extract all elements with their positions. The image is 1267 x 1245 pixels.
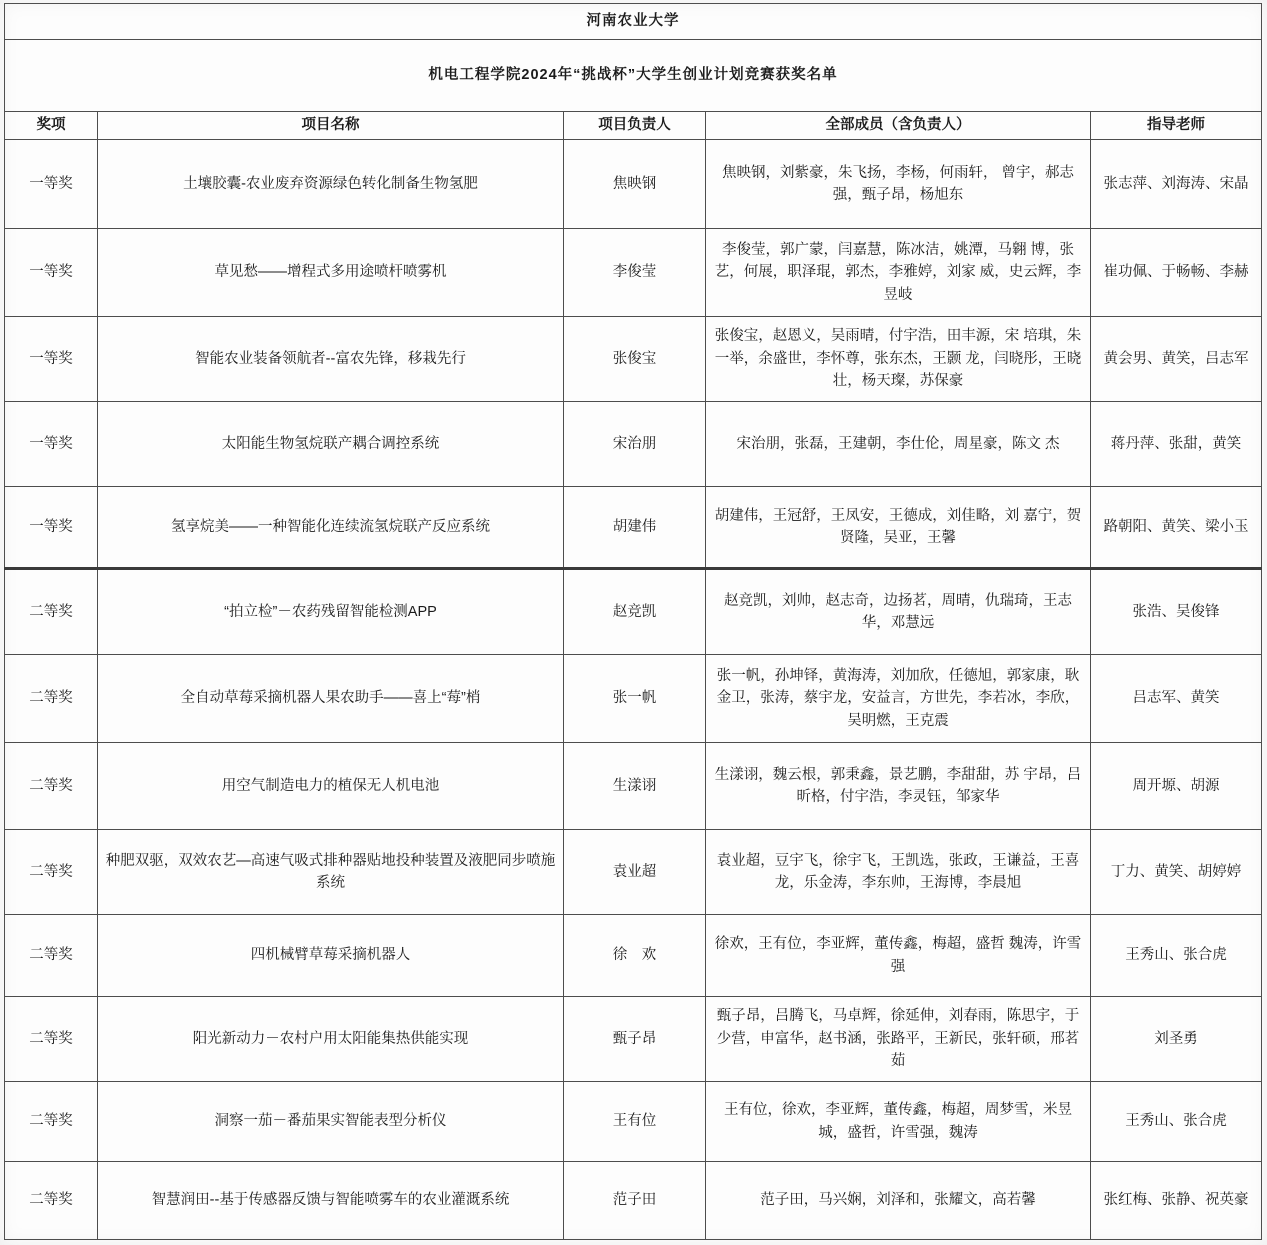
table-row bbox=[5, 487, 1262, 569]
leader-cell: 袁业超 bbox=[564, 830, 706, 915]
table-row bbox=[5, 743, 1262, 830]
project-cell: 草见愁——增程式多用途喷杆喷雾机 bbox=[98, 229, 564, 317]
teachers-cell: 周开塬、胡源 bbox=[1091, 743, 1262, 830]
awards-table bbox=[4, 3, 1262, 1240]
members-cell: 甄子昂，吕腾飞，马卓辉，徐延伸，刘春雨，陈思宇，于少营，申富华，赵书涵，张路平，王新民，张轩硕，邢茗茹 bbox=[706, 997, 1091, 1082]
members-cell: 宋治朋，张磊，王建朝，李仕伦，周星豪，陈文 杰 bbox=[706, 402, 1091, 487]
award-cell: 二等奖 bbox=[5, 830, 98, 915]
members-cell: 范子田，马兴娴，刘泽和，张耀文，高若馨 bbox=[706, 1162, 1091, 1240]
table-row bbox=[5, 402, 1262, 487]
members-cell: 张俊宝，赵恩义，吴雨晴，付宇浩，田丰源，宋 培琪，朱一举，余盛世，李怀尊，张东杰，王颢 龙，闫晓彤，王晓壮，杨天璨，苏保豪 bbox=[706, 317, 1091, 402]
leader-cell: 徐 欢 bbox=[564, 915, 706, 997]
project-cell: 阳光新动力－农村户用太阳能集热供能实现 bbox=[98, 997, 564, 1082]
project-cell: 全自动草莓采摘机器人果农助手——喜上“莓”梢 bbox=[98, 655, 564, 743]
leader-cell: 王有位 bbox=[564, 1082, 706, 1162]
leader-cell: 甄子昂 bbox=[564, 997, 706, 1082]
award-cell: 一等奖 bbox=[5, 317, 98, 402]
teachers-cell: 张红梅、张静、祝英豪 bbox=[1091, 1162, 1262, 1240]
award-cell: 二等奖 bbox=[5, 655, 98, 743]
table-row bbox=[5, 655, 1262, 743]
leader-cell: 范子田 bbox=[564, 1162, 706, 1240]
award-cell: 一等奖 bbox=[5, 402, 98, 487]
table-row bbox=[5, 229, 1262, 317]
university-title-row bbox=[5, 4, 1262, 40]
project-cell: 种肥双驱，双效农艺—高速气吸式排种器贴地投种装置及液肥同步喷施系统 bbox=[98, 830, 564, 915]
document-title: 机电工程学院2024年“挑战杯”大学生创业计划竞赛获奖名单 bbox=[5, 40, 1262, 112]
table-header-row bbox=[5, 112, 1262, 140]
award-cell: 二等奖 bbox=[5, 997, 98, 1082]
members-cell: 徐欢，王有位，李亚辉，董传鑫，梅超，盛哲 魏涛，许雪强 bbox=[706, 915, 1091, 997]
teachers-cell: 王秀山、张合虎 bbox=[1091, 1082, 1262, 1162]
award-cell: 二等奖 bbox=[5, 1162, 98, 1240]
teachers-cell: 吕志军、黄笑 bbox=[1091, 655, 1262, 743]
project-cell: 用空气制造电力的植保无人机电池 bbox=[98, 743, 564, 830]
table-row bbox=[5, 1162, 1262, 1240]
project-cell: 洞察一茄－番茄果实智能表型分析仪 bbox=[98, 1082, 564, 1162]
project-cell: 智能农业装备领航者--富农先锋，移栽先行 bbox=[98, 317, 564, 402]
teachers-cell: 丁力、黄笑、胡婷婷 bbox=[1091, 830, 1262, 915]
teachers-cell: 刘圣勇 bbox=[1091, 997, 1262, 1082]
teachers-cell: 张浩、吴俊锋 bbox=[1091, 569, 1262, 655]
award-cell: 二等奖 bbox=[5, 569, 98, 655]
table-row bbox=[5, 569, 1262, 655]
members-cell: 袁业超，豆宇飞，徐宇飞，王凯选，张政，王谦益，王喜龙，乐金涛，李东帅，王海博，李晨旭 bbox=[706, 830, 1091, 915]
table-row bbox=[5, 140, 1262, 229]
column-header-project: 项目名称 bbox=[98, 112, 564, 140]
leader-cell: 生漾诩 bbox=[564, 743, 706, 830]
column-header-teachers: 指导老师 bbox=[1091, 112, 1262, 140]
leader-cell: 胡建伟 bbox=[564, 487, 706, 569]
teachers-cell: 路朝阳、黄笑、梁小玉 bbox=[1091, 487, 1262, 569]
teachers-cell: 王秀山、张合虎 bbox=[1091, 915, 1262, 997]
award-cell: 一等奖 bbox=[5, 140, 98, 229]
leader-cell: 张一帆 bbox=[564, 655, 706, 743]
table-row bbox=[5, 915, 1262, 997]
award-cell: 一等奖 bbox=[5, 487, 98, 569]
members-cell: 李俊莹，郭广蒙，闫嘉慧，陈冰洁，姚潭，马翱 博，张艺，何展，职泽琨，郭杰，李雅婷，刘家 威，史云辉，李昱岐 bbox=[706, 229, 1091, 317]
university-title: 河南农业大学 bbox=[5, 4, 1262, 40]
leader-cell: 焦映钢 bbox=[564, 140, 706, 229]
project-cell: 太阳能生物氢烷联产耦合调控系统 bbox=[98, 402, 564, 487]
members-cell: 生漾诩，魏云根，郭秉鑫，景艺鹏，李甜甜，苏 宇昂，吕昕格，付宇浩，李灵钰，邹家华 bbox=[706, 743, 1091, 830]
members-cell: 胡建伟，王冠舒，王凤安，王德成，刘佳略，刘 嘉宁，贺贤隆，吴亚，王馨 bbox=[706, 487, 1091, 569]
project-cell: “拍立检”－农药残留智能检测APP bbox=[98, 569, 564, 655]
teachers-cell: 崔功佩、于畅畅、李赫 bbox=[1091, 229, 1262, 317]
project-cell: 四机械臂草莓采摘机器人 bbox=[98, 915, 564, 997]
project-cell: 土壤胶囊-农业废弃资源绿色转化制备生物氢肥 bbox=[98, 140, 564, 229]
leader-cell: 宋治朋 bbox=[564, 402, 706, 487]
award-cell: 二等奖 bbox=[5, 743, 98, 830]
award-cell: 一等奖 bbox=[5, 229, 98, 317]
table-row bbox=[5, 997, 1262, 1082]
members-cell: 张一帆，孙坤铎，黄海涛，刘加欣，任德旭，郭家康，耿金卫，张涛，蔡宇龙，安益言，方世先，李若冰，李欣，吴明燃，王克震 bbox=[706, 655, 1091, 743]
leader-cell: 赵竞凯 bbox=[564, 569, 706, 655]
leader-cell: 李俊莹 bbox=[564, 229, 706, 317]
teachers-cell: 黄会男、黄笑，吕志军 bbox=[1091, 317, 1262, 402]
table-row bbox=[5, 830, 1262, 915]
leader-cell: 张俊宝 bbox=[564, 317, 706, 402]
document-title-row bbox=[5, 40, 1262, 112]
project-cell: 智慧润田--基于传感器反馈与智能喷雾车的农业灌溉系统 bbox=[98, 1162, 564, 1240]
column-header-members: 全部成员（含负责人） bbox=[706, 112, 1091, 140]
award-cell: 二等奖 bbox=[5, 915, 98, 997]
teachers-cell: 张志萍、刘海涛、宋晶 bbox=[1091, 140, 1262, 229]
members-cell: 王有位，徐欢，李亚辉，董传鑫，梅超，周梦雪，米昱城，盛哲，许雪强，魏涛 bbox=[706, 1082, 1091, 1162]
members-cell: 焦映钢，刘紫豪，朱飞扬，李杨，何雨轩， 曾宇，郝志强，甄子昂，杨旭东 bbox=[706, 140, 1091, 229]
table-row bbox=[5, 1082, 1262, 1162]
members-cell: 赵竞凯，刘帅，赵志奇，边扬茗，周晴，仇瑞琦，王志华，邓慧远 bbox=[706, 569, 1091, 655]
column-header-leader: 项目负责人 bbox=[564, 112, 706, 140]
award-cell: 二等奖 bbox=[5, 1082, 98, 1162]
teachers-cell: 蒋丹萍、张甜，黄笑 bbox=[1091, 402, 1262, 487]
table-row bbox=[5, 317, 1262, 402]
project-cell: 氢享烷美——一种智能化连续流氢烷联产反应系统 bbox=[98, 487, 564, 569]
column-header-award: 奖项 bbox=[5, 112, 98, 140]
